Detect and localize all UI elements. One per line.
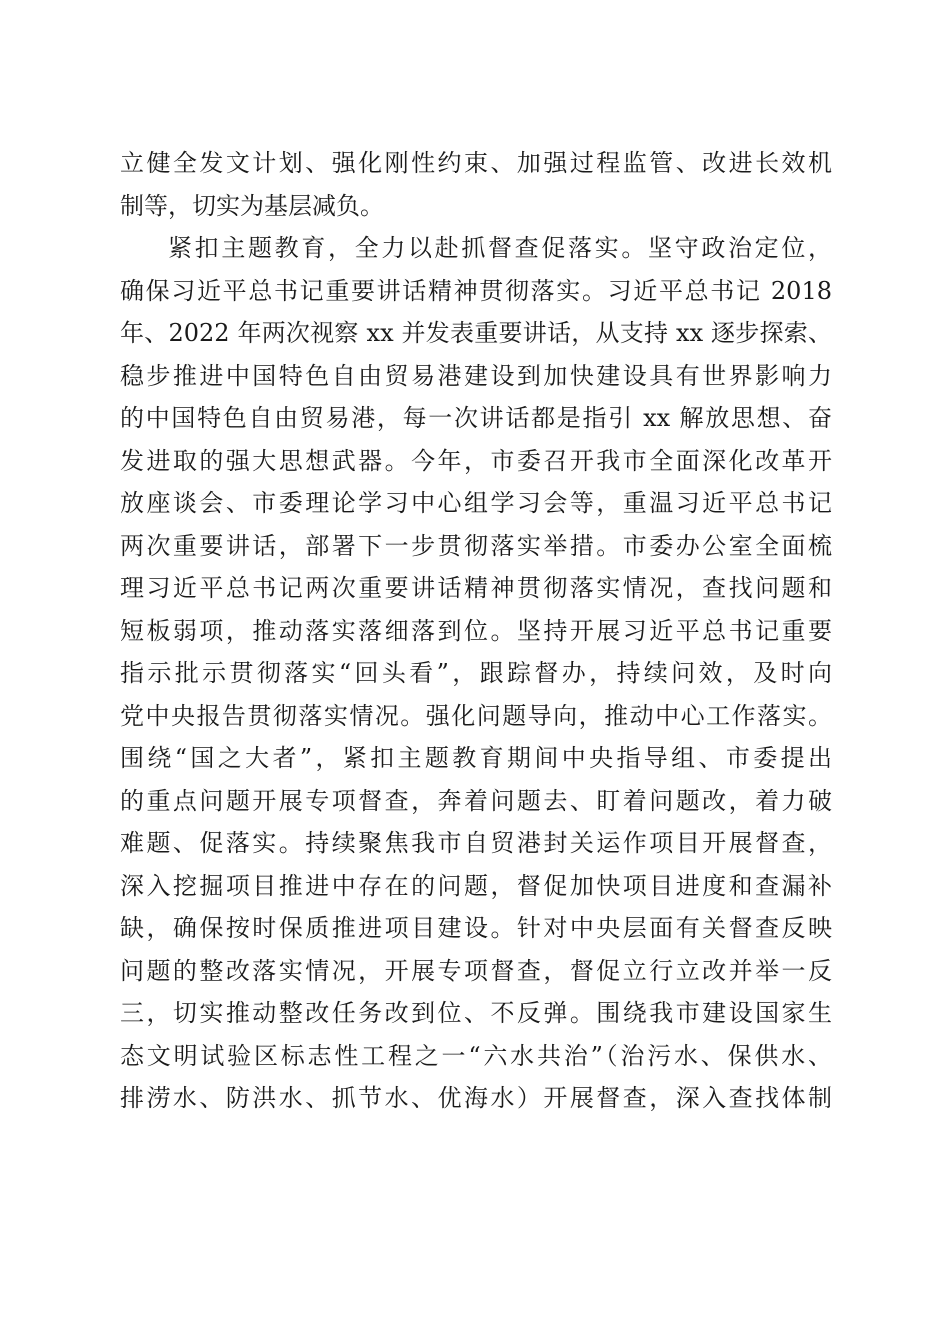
text-line: 紧扣主题教育，全力以赴抓督查促落实。坚守政治定位， bbox=[168, 234, 832, 262]
text-line: 放座谈会、市委理论学习中心组学习会等，重温习近平总书记 bbox=[120, 489, 832, 517]
text-line: 确保习近平总书记重要讲话精神贯彻落实。习近平总书记 2018 bbox=[120, 276, 832, 305]
text-line: 党中央报告贯彻落实情况。强化问题导向，推动中心工作落实。 bbox=[120, 701, 832, 730]
text-line: 理习近平总书记两次重要讲话精神贯彻落实情况，查找问题和 bbox=[120, 574, 832, 602]
text-line: 深入挖掘项目推进中存在的问题，督促加快项目进度和查漏补 bbox=[120, 871, 832, 900]
text-line: 态文明试验区标志性工程之一“六水共治”（治污水、保供水、 bbox=[120, 1041, 832, 1070]
text-line: 的中国特色自由贸易港，每一次讲话都是指引 xx 解放思想、奋 bbox=[120, 404, 832, 432]
text-line: 立健全发文计划、强化刚性约束、加强过程监管、改进长效机 bbox=[120, 149, 832, 177]
text-line: 稳步推进中国特色自由贸易港建设到加快建设具有世界影响力 bbox=[120, 361, 832, 390]
text-line: 问题的整改落实情况，开展专项督查，督促立行立改并举一反 bbox=[120, 956, 832, 985]
paragraph-1 bbox=[120, 142, 832, 227]
text-line: 围绕“国之大者”，紧扣主题教育期间中央指导组、市委提出 bbox=[120, 744, 832, 772]
text-line: 排涝水、防洪水、抓节水、优海水）开展督查，深入查找体制 bbox=[120, 1084, 832, 1112]
text-line: 指示批示贯彻落实“回头看”，跟踪督办，持续问效，及时向 bbox=[120, 659, 832, 687]
text-line: 的重点问题开展专项督查，奔着问题去、盯着问题改，着力破 bbox=[120, 786, 832, 815]
text-line: 三，切实推动整改任务改到位、不反弹。围绕我市建设国家生 bbox=[120, 999, 832, 1027]
text-line: 缺，确保按时保质推进项目建设。针对中央层面有关督查反映 bbox=[120, 914, 832, 942]
text-line: 发进取的强大思想武器。今年，市委召开我市全面深化改革开 bbox=[120, 446, 832, 475]
text-line: 难题、促落实。持续聚焦我市自贸港封关运作项目开展督查， bbox=[120, 829, 832, 857]
text-line: 制等，切实为基层减负。 bbox=[120, 191, 384, 220]
text-line: 短板弱项，推动落实落细落到位。坚持开展习近平总书记重要 bbox=[120, 616, 832, 645]
body-text bbox=[120, 142, 832, 1120]
paragraph-2 bbox=[120, 227, 832, 1120]
text-line: 两次重要讲话，部署下一步贯彻落实举措。市委办公室全面梳 bbox=[120, 531, 832, 560]
text-line: 年、2022 年两次视察 xx 并发表重要讲话，从支持 xx 逐步探索、 bbox=[120, 319, 832, 347]
